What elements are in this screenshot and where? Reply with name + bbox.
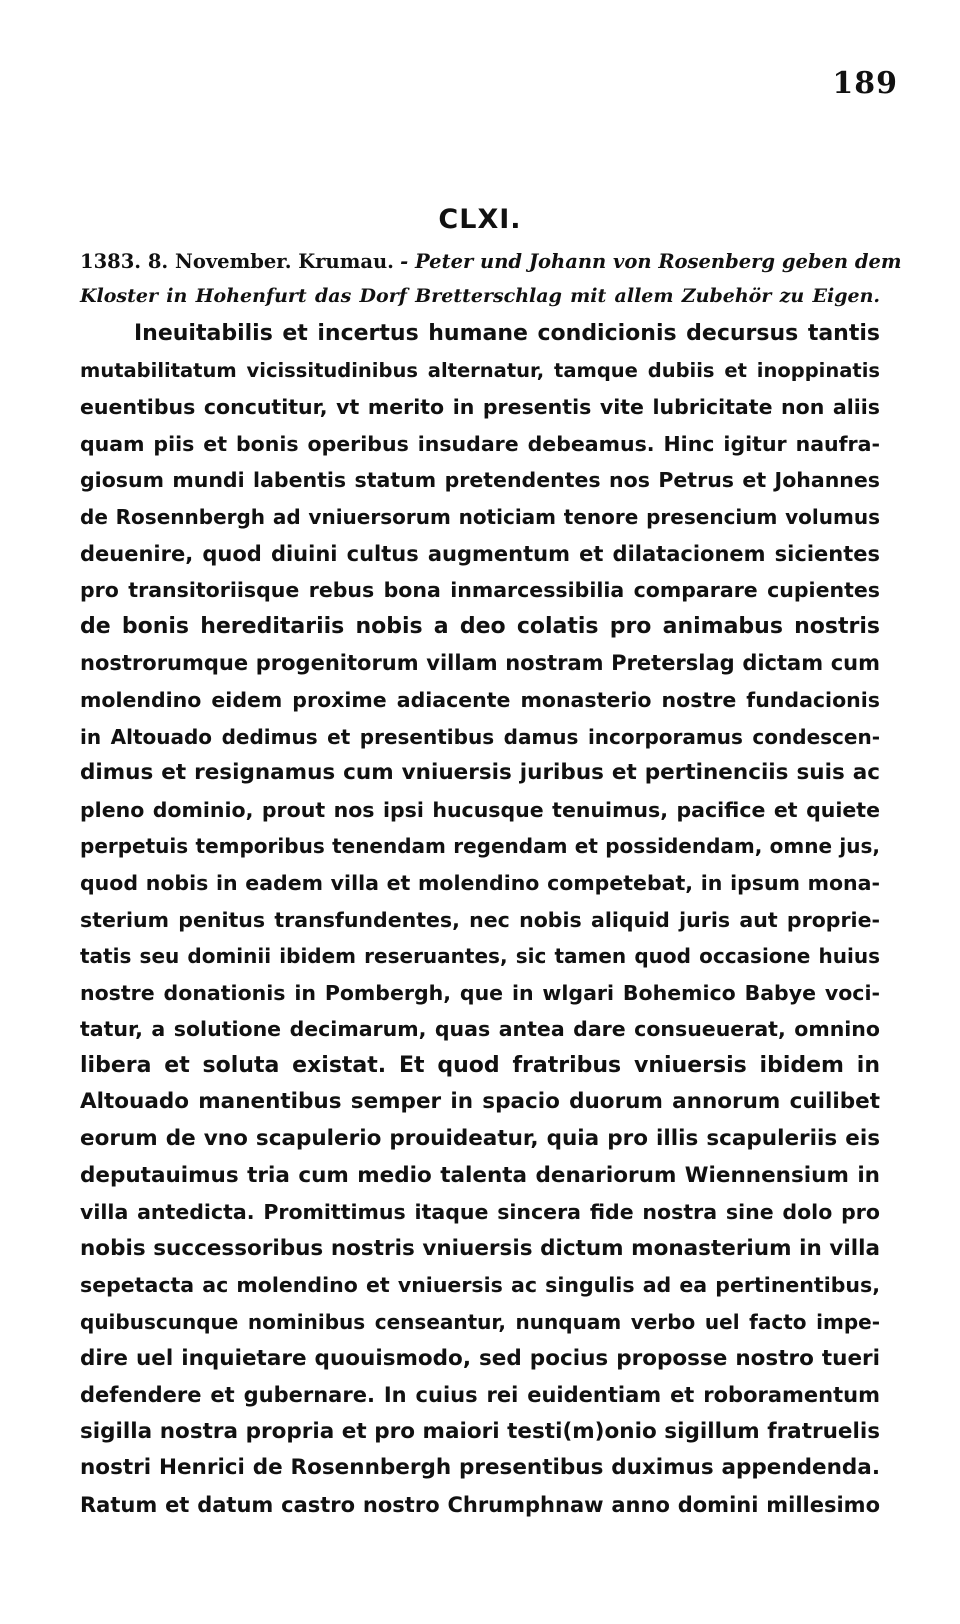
charter-body xyxy=(80,316,880,1524)
body-line: sigilla nostra propria et pro maiori testi(m)onio sigillum fratruelis xyxy=(80,1418,880,1444)
body-line: pleno dominio, prout nos ipsi hucusque tenuimus, pacifice et quiete xyxy=(80,797,880,822)
body-line: dimus et resignamus cum vniuersis juribus et pertinenciis suis ac xyxy=(80,760,880,786)
body-line: deputauimus tria cum medio talenta denariorum Wiennensium in xyxy=(80,1162,880,1188)
body-line: nostre donationis in Pombergh, que in wlgari Bohemico Babye voci- xyxy=(80,980,880,1005)
body-line: quod nobis in eadem villa et molendino competebat, in ipsum mona- xyxy=(80,870,880,895)
body-line: de Rosennbergh ad vniuersorum noticiam tenore presencium volumus xyxy=(80,504,880,529)
body-line: mutabilitatum vicissitudinibus alternatur, tamque dubiis et inoppinatis xyxy=(80,358,880,382)
body-line: quibuscunque nominibus censeantur, nunquam verbo uel facto impe- xyxy=(80,1310,880,1335)
body-line: molendino eidem proxime adiacente monasterio nostre fundacionis xyxy=(80,687,880,712)
body-line: Altouado manentibus semper in spacio duorum annorum cuilibet xyxy=(80,1089,880,1115)
charter-header xyxy=(80,245,902,313)
body-line: nobis successoribus nostris vniuersis dictum monasterium in villa xyxy=(80,1235,880,1261)
body-line: villa antedicta. Promittimus itaque sincera fide nostra sine dolo pro xyxy=(80,1200,880,1225)
body-line: tatur, a solutione decimarum, quas antea dare consueuerat, omnino xyxy=(80,1017,880,1042)
body-line: de bonis hereditariis nobis a deo colatis pro animabus nostris xyxy=(80,613,880,639)
body-line: dire uel inquietare quouismodo, sed pocius proposse nostro tueri xyxy=(80,1345,880,1371)
body-line: quam piis et bonis operibus insudare debeamus. Hinc igitur naufra- xyxy=(80,431,880,456)
summary-line-1: - Peter und Johann von Rosenberg geben dem xyxy=(400,250,902,273)
body-line: sepetacta ac molendino et vniuersis ac singulis ad ea pertinentibus, xyxy=(80,1273,880,1298)
date-place: 1383. 8. November. Krumau. xyxy=(80,250,394,273)
body-line: eorum de vno scapulerio prouideatur, quia pro illis scapuleriis eis xyxy=(80,1126,880,1152)
header-line-1 xyxy=(80,245,902,279)
body-line: perpetuis temporibus tenendam regendam et possidendam, omne jus, xyxy=(80,834,880,859)
body-line: nostrorumque progenitorum villam nostram Preterslag dictam cum xyxy=(80,651,880,676)
body-line: libera et soluta existat. Et quod fratribus vniuersis ibidem in xyxy=(80,1052,880,1078)
body-line: giosum mundi labentis statum pretendentes nos Petrus et Johannes xyxy=(80,468,880,493)
document-number: CLXI. xyxy=(438,204,522,235)
body-line: deuenire, quod diuini cultus augmentum et dilatacionem sicientes xyxy=(80,541,880,566)
body-line: pro transitoriisque rebus bona inmarcessibilia comparare cupientes xyxy=(80,578,880,603)
body-line: Ratum et datum castro nostro Chrumphnaw anno domini millesimo xyxy=(80,1493,880,1517)
body-line: sterium penitus transfundentes, nec nobis aliquid juris aut proprie- xyxy=(80,907,880,932)
body-line: defendere et gubernare. In cuius rei euidentiam et roboramentum xyxy=(80,1383,880,1408)
body-line: nostri Henrici de Rosennbergh presentibus duximus appendenda. xyxy=(80,1455,880,1481)
summary-line-2: Kloster in Hohenfurt das Dorf Bretterschlag mit allem Zubehör zu Eigen. xyxy=(80,285,880,307)
body-line: in Altouado dedimus et presentibus damus incorporamus condescen- xyxy=(80,724,880,749)
body-line: euentibus concutitur, vt merito in presentis vite lubricitate non aliis xyxy=(80,395,880,420)
page-number: 189 xyxy=(832,66,898,101)
body-line: tatis seu dominii ibidem reseruantes, sic tamen quod occasione huius xyxy=(80,944,880,969)
body-line: Ineuitabilis et incertus humane condicionis decursus tantis xyxy=(134,321,880,346)
